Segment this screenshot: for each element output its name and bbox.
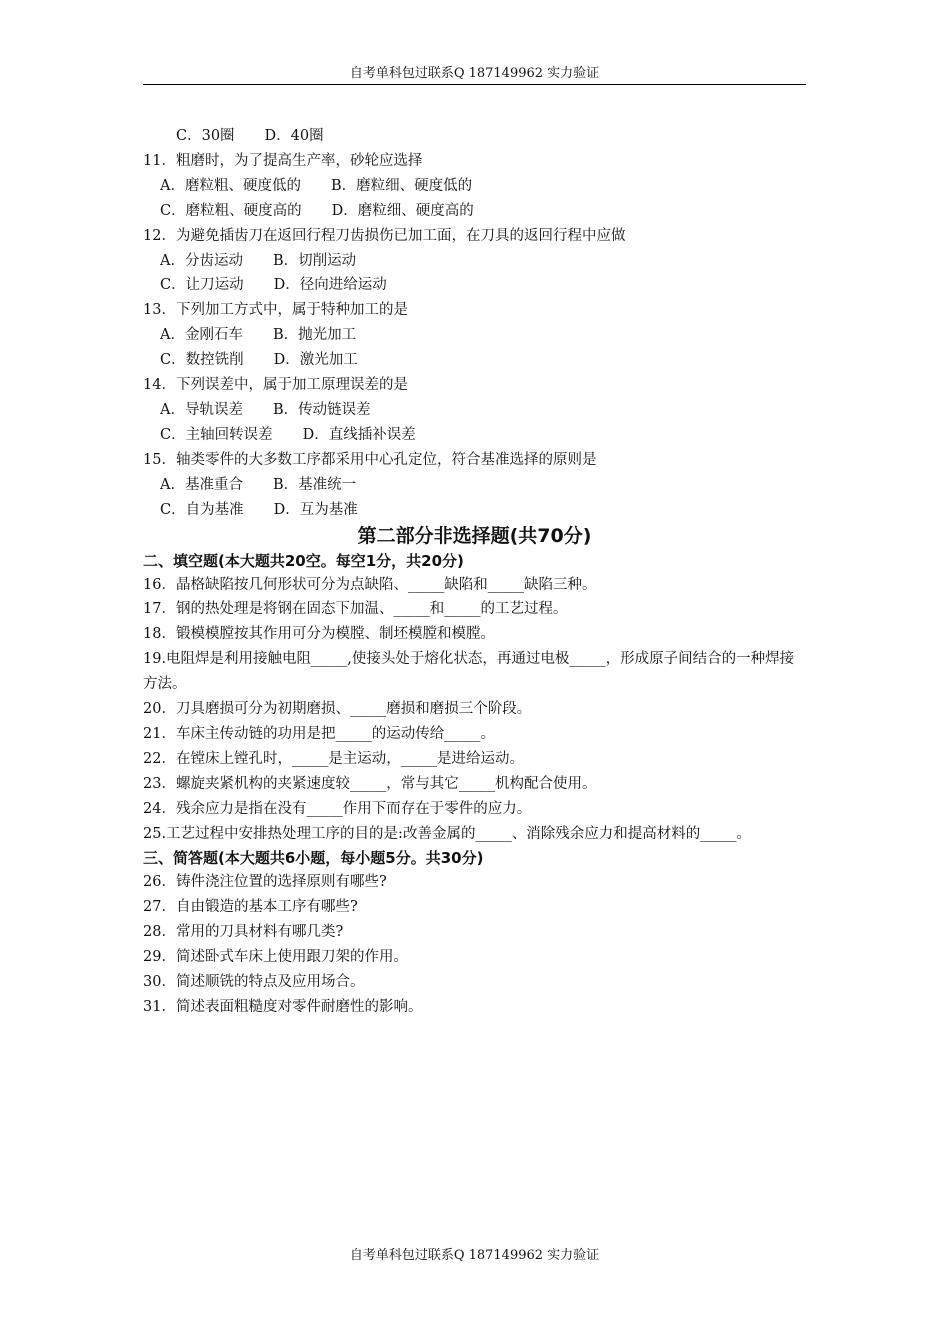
q11-option-a: A．磨粒粗、硬度低的 xyxy=(160,177,301,194)
q15-option-b: B．基准统一 xyxy=(272,476,357,493)
q15-option-c: C．自为基准 xyxy=(160,501,244,518)
section3-title: 三、简答题(本大题共6小题，每小题5分。共30分) xyxy=(143,849,484,868)
q12-stem: 12．为避免插齿刀在返回行程刀齿损伤已加工面，在刀具的返回行程中应做 xyxy=(143,227,626,244)
q14-option-b: B．传动链误差 xyxy=(272,401,371,418)
fill-question-21: 21．车床主传动链的功用是把_____的运动传给_____。 xyxy=(143,725,495,742)
q15-stem: 15．轴类零件的大多数工序都采用中心孔定位，符合基准选择的原则是 xyxy=(143,451,597,468)
q13-option-d: D．激光加工 xyxy=(273,352,358,369)
fill-question-16: 16．晶格缺陷按几何形状可分为点缺陷、_____缺陷和_____缺陷三种。 xyxy=(143,576,597,593)
q13-options-cd xyxy=(143,348,806,373)
q13-option-c: C．数控铣削 xyxy=(160,352,244,369)
short-question-31: 31．简述表面粗糙度对零件耐磨性的影响。 xyxy=(143,999,423,1015)
fill-question-17: 17．钢的热处理是将钢在固态下加温、_____和_____的工艺过程。 xyxy=(143,601,568,618)
fill-question-25: 25.工艺过程中安排热处理工序的目的是:改善金属的_____、消除残余应力和提高材料的_____。 xyxy=(143,825,751,842)
q13-options-ab xyxy=(143,323,806,348)
q13-stem: 13．下列加工方式中，属于特种加工的是 xyxy=(143,302,408,319)
page-header: 自考单科包过联系Q 187149962 实力验证 xyxy=(143,66,806,85)
q11-stem: 11．粗磨时，为了提高生产率，砂轮应选择 xyxy=(143,152,423,169)
q15-option-a: A．基准重合 xyxy=(160,476,243,493)
q12-option-b: B．切削运动 xyxy=(272,252,357,269)
fill-question-19: 19.电阻焊是利用接触电阻_____,使接头处于熔化状态，再通过电极_____，形成原子间结合的一种焊接方法。 xyxy=(143,651,795,693)
short-question-28: 28．常用的刀具材料有哪几类? xyxy=(143,924,344,941)
q15-options-ab xyxy=(143,473,806,498)
part2-title: 第二部分非选择题(共70分) xyxy=(357,524,592,547)
q15-options-cd xyxy=(143,498,806,523)
q13-option-a: A．金刚石车 xyxy=(160,327,243,344)
q11-options-ab xyxy=(143,174,806,199)
q11-option-b: B．磨粒细、硬度低的 xyxy=(330,177,473,194)
q11-option-c: C．磨粒粗、硬度高的 xyxy=(160,202,302,219)
section2-title: 二、填空题(本大题共20空。每空1分，共20分) xyxy=(143,551,464,570)
q10-options-cd xyxy=(143,124,806,149)
q14-options-ab xyxy=(143,398,806,423)
fill-question-18: 18．锻模模膛按其作用可分为模膛、制坯模膛和模膛。 xyxy=(143,626,495,643)
short-question-30: 30．简述顺铣的特点及应用场合。 xyxy=(143,974,365,991)
q12-options-ab xyxy=(143,249,806,274)
q12-option-a: A．分齿运动 xyxy=(160,252,243,269)
fill-question-22: 22．在镗床上镗孔时，_____是主运动，_____是进给运动。 xyxy=(143,750,524,767)
q14-option-d: D．直线插补误差 xyxy=(302,426,416,443)
fill-question-23: 23．螺旋夹紧机构的夹紧速度较_____，常与其它_____机构配合使用。 xyxy=(143,775,597,792)
q13-option-b: B．抛光加工 xyxy=(272,327,357,344)
fill-question-24: 24．残余应力是指在没有_____作用下而存在于零件的应力。 xyxy=(143,800,532,817)
short-question-27: 27．自由锻造的基本工序有哪些? xyxy=(143,899,358,916)
q10-option-d: D．40圈 xyxy=(264,128,324,144)
q14-options-cd xyxy=(143,423,806,448)
fill-question-20: 20．刀具磨损可分为初期磨损、_____磨损和磨损三个阶段。 xyxy=(143,701,532,718)
q10-option-c: C．30圈 xyxy=(176,128,235,144)
short-question-29: 29．简述卧式车床上使用跟刀架的作用。 xyxy=(143,949,408,966)
q12-option-c: C．让刀运动 xyxy=(160,277,244,294)
q14-stem: 14．下列误差中，属于加工原理误差的是 xyxy=(143,377,408,394)
q14-option-c: C．主轴回转误差 xyxy=(160,426,273,443)
q12-option-d: D．径向进给运动 xyxy=(273,277,387,294)
q14-option-a: A．导轨误差 xyxy=(160,401,243,418)
q11-option-d: D．磨粒细、硬度高的 xyxy=(331,202,474,219)
q11-options-cd xyxy=(143,199,806,224)
exam-content xyxy=(143,124,806,1020)
page-footer: 自考单科包过联系Q 187149962 实力验证 xyxy=(349,1248,600,1263)
q12-options-cd xyxy=(143,273,806,298)
short-question-26: 26．铸件浇注位置的选择原则有哪些? xyxy=(143,874,387,891)
q15-option-d: D．互为基准 xyxy=(273,501,358,518)
